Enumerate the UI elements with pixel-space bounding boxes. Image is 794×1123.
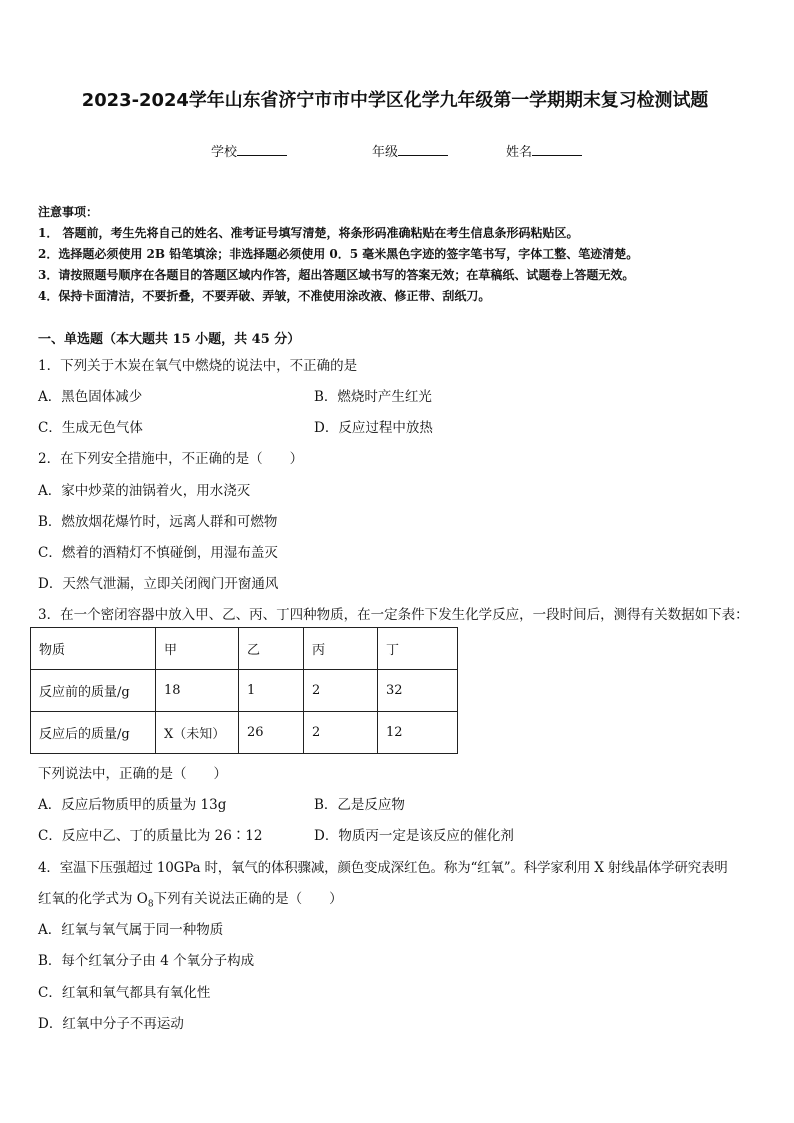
table-cell: 丁 xyxy=(378,628,458,670)
q4-stem-line2 xyxy=(38,887,343,910)
q3-option-d: D．物质丙一定是该反应的催化剂 xyxy=(314,828,514,844)
notes-heading: 注意事项： xyxy=(38,205,99,219)
table-cell: 反应前的质量/g xyxy=(31,670,156,712)
q2-stem: 2．在下列安全措施中，不正确的是（ ） xyxy=(38,451,304,467)
q4-option-a: A．红氧与氧气属于同一种物质 xyxy=(38,922,224,938)
q3-option-b: B．乙是反应物 xyxy=(314,797,405,813)
table-cell: X（未知） xyxy=(156,712,239,754)
table-cell: 乙 xyxy=(239,628,304,670)
table-cell: 26 xyxy=(239,712,304,754)
grade-blank xyxy=(398,141,448,156)
q3-option-c: C．反应中乙、丁的质量比为 26∶12 xyxy=(38,828,263,844)
q4-formula-subscript: 8 xyxy=(147,899,154,910)
q2-option-d: D．天然气泄漏，立即关闭阀门开窗通风 xyxy=(38,576,279,592)
note-item: 4．保持卡面清洁，不要折叠，不要弄破、弄皱，不准使用涂改液、修正带、刮纸刀。 xyxy=(38,289,491,303)
name-label: 姓名 xyxy=(506,145,533,160)
q1-option-b: B．燃烧时产生红光 xyxy=(314,389,432,405)
table-row xyxy=(31,670,458,712)
table-cell: 甲 xyxy=(156,628,239,670)
q3-option-a: A．反应后物质甲的质量为 13g xyxy=(38,797,227,813)
q3-data-table xyxy=(30,627,458,754)
q4-option-d: D．红氧中分子不再运动 xyxy=(38,1016,184,1032)
q3-followup: 下列说法中，正确的是（ ） xyxy=(38,766,227,782)
q4-option-b: B．每个红氧分子由 4 个氧分子构成 xyxy=(38,953,255,969)
table-row xyxy=(31,712,458,754)
table-cell: 1 xyxy=(239,670,304,712)
name-blank xyxy=(532,141,582,156)
q1-stem: 1．下列关于木炭在氧气中燃烧的说法中，不正确的是 xyxy=(38,358,358,374)
table-row xyxy=(31,628,458,670)
table-cell: 12 xyxy=(378,712,458,754)
table-cell: 丙 xyxy=(304,628,378,670)
q4-option-c: C．红氧和氧气都具有氧化性 xyxy=(38,985,211,1001)
page-title: 2023-2024学年山东省济宁市市中学区化学九年级第一学期期末复习检测试题 xyxy=(81,90,709,111)
q1-option-c: C．生成无色气体 xyxy=(38,420,143,436)
school-label: 学校 xyxy=(211,145,238,160)
school-field xyxy=(211,141,287,160)
note-item: 3．请按照题号顺序在各题目的答题区域内作答，超出答题区域书写的答案无效；在草稿纸、试题卷上答题无效。 xyxy=(38,268,635,282)
q4-stem-line1: 4．室温下压强超过 10GPa 时，氧气的体积骤减，颜色变成深红色。称为“红氧”。科学家利用 X 射线晶体学研究表明 xyxy=(38,860,728,876)
q3-stem: 3．在一个密闭容器中放入甲、乙、丙、丁四种物质，在一定条件下发生化学反应，一段时间后，测得有关数据如下表： xyxy=(38,607,749,623)
grade-label: 年级 xyxy=(372,145,399,160)
q4-stem-text: 下列有关说法正确的是（ ） xyxy=(153,891,343,907)
grade-field xyxy=(372,141,448,160)
q4-stem-text: 红氧的化学式为 O xyxy=(38,891,148,907)
table-cell: 反应后的质量/g xyxy=(31,712,156,754)
q1-option-a: A．黑色固体减少 xyxy=(38,389,143,405)
q2-option-a: A．家中炒菜的油锅着火，用水浇灭 xyxy=(38,483,251,499)
q2-option-b: B．燃放烟花爆竹时，远离人群和可燃物 xyxy=(38,514,278,530)
school-blank xyxy=(237,141,287,156)
note-item: 2．选择题必须使用 2B 铅笔填涂；非选择题必须使用 0．5 毫米黑色字迹的签字笔书写，字体工整、笔迹清楚。 xyxy=(38,247,639,261)
table-cell: 物质 xyxy=(31,628,156,670)
q1-option-d: D．反应过程中放热 xyxy=(314,420,433,436)
table-cell: 2 xyxy=(304,712,378,754)
name-field xyxy=(506,141,582,160)
table-cell: 18 xyxy=(156,670,239,712)
note-item: 1． 答题前，考生先将自己的姓名、准考证号填写清楚，将条形码准确粘贴在考生信息条形码粘贴区。 xyxy=(38,226,579,240)
table-cell: 32 xyxy=(378,670,458,712)
table-cell: 2 xyxy=(304,670,378,712)
q2-option-c: C．燃着的酒精灯不慎碰倒，用湿布盖灭 xyxy=(38,545,278,561)
section-title: 一、单选题（本大题共 15 小题，共 45 分） xyxy=(38,332,301,347)
